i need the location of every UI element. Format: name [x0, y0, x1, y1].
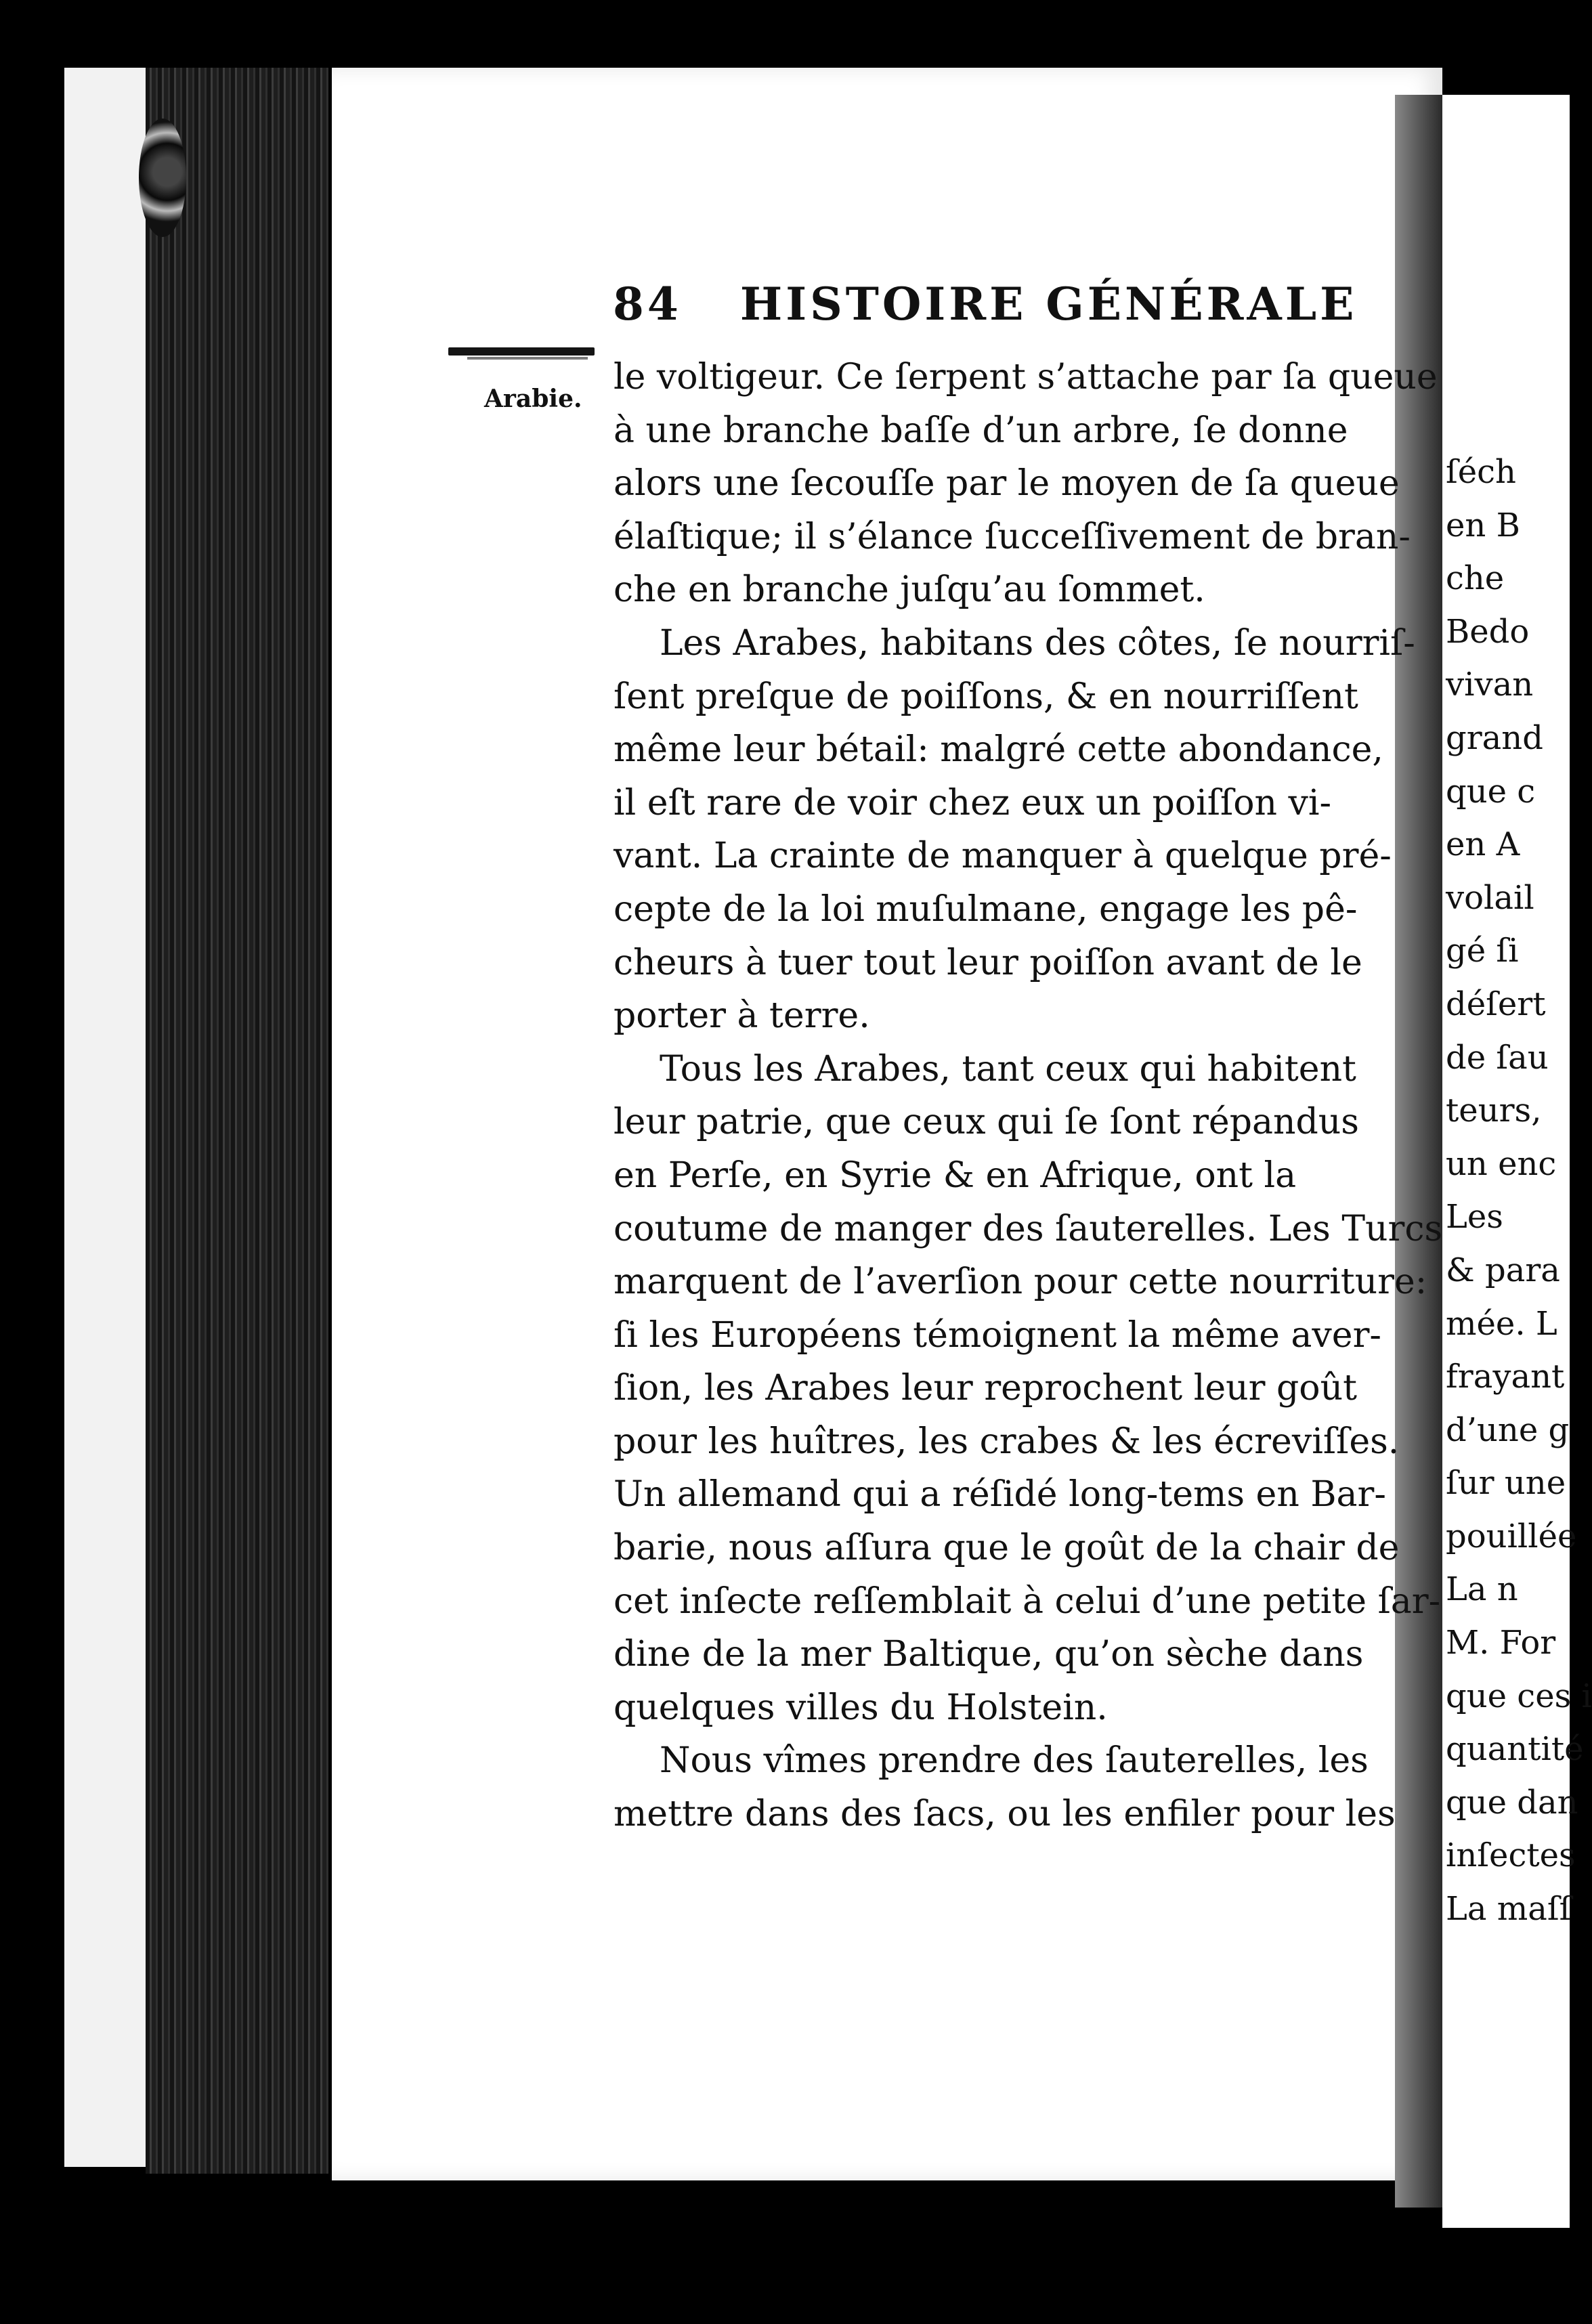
text-line: élaſtique; il s’élance ſucceſſivement de bran- — [614, 516, 1411, 557]
text-line: cet inſecte reſſemblait à celui d’une petite ſar- — [614, 1580, 1441, 1622]
page-number: 84 — [613, 278, 682, 330]
text-line: alors une ſecouſſe par le moyen de ſa queue — [614, 463, 1400, 504]
facing-text-line: pouillée — [1446, 1517, 1577, 1555]
text-line: ſent preſque de poiſſons, & en nourriſſent — [614, 676, 1358, 717]
text-line: porter à terre. — [614, 995, 870, 1037]
facing-page-text — [1446, 446, 1592, 1936]
text-line: dine de la mer Baltique, qu’on sèche dans — [614, 1634, 1364, 1675]
text-line: en Perſe, en Syrie & en Afrique, ont la — [614, 1155, 1297, 1196]
facing-text-line: mée. L — [1446, 1304, 1557, 1343]
binding-clasp — [139, 119, 186, 237]
facing-text-line: en B — [1446, 506, 1520, 544]
text-line: Les Arabes, habitans des côtes, ſe nourriſ- — [660, 622, 1415, 664]
facing-text-line: que ces i — [1446, 1677, 1592, 1715]
text-line: il eſt rare de voir chez eux un poiſſon vi- — [614, 782, 1332, 823]
running-title: HISTOIRE GÉNÉRALE — [739, 278, 1358, 330]
running-head — [613, 278, 1358, 330]
facing-text-line: que dan — [1446, 1783, 1578, 1822]
facing-text-line: d’une g — [1446, 1411, 1570, 1449]
text-line: leur patrie, que ceux qui ſe ſont répandus — [614, 1102, 1359, 1143]
facing-text-line: un enc — [1446, 1144, 1557, 1183]
margin-rule — [448, 347, 595, 356]
margin-rule-shadow — [467, 357, 588, 360]
text-line: che en branche juſqu’au ſommet. — [614, 569, 1205, 611]
text-line: Tous les Arabes, tant ceux qui habitent — [660, 1048, 1356, 1090]
facing-text-line: & para — [1446, 1251, 1560, 1289]
text-line: barie, nous aſſura que le goût de la chair de — [614, 1528, 1400, 1569]
text-line: le voltigeur. Ce ſerpent s’attache par ſa queue — [614, 357, 1438, 397]
facing-text-line: déſert — [1446, 985, 1546, 1023]
text-line: ſion, les Arabes leur reprochent leur goût — [614, 1368, 1357, 1409]
facing-text-line: inſectes — [1446, 1836, 1576, 1875]
text-line: à une branche baſſe d’un arbre, ſe donne — [614, 410, 1348, 451]
facing-text-line: vivan — [1446, 666, 1534, 704]
text-line: Nous vîmes prendre des ſauterelles, les — [660, 1740, 1369, 1782]
facing-text-line: Les — [1446, 1198, 1503, 1236]
facing-text-line: Bedo — [1446, 612, 1530, 651]
text-line: pour les huîtres, les crabes & les écreviſſes. — [614, 1421, 1400, 1462]
book-gutter — [146, 68, 328, 2174]
facing-text-line: gé ſi — [1446, 932, 1519, 970]
facing-text-line: La n — [1446, 1570, 1518, 1609]
facing-text-line: grand — [1446, 718, 1543, 757]
facing-text-line: quantité — [1446, 1730, 1584, 1769]
text-line: cheurs à tuer tout leur poiſſon avant de le — [614, 942, 1362, 983]
text-line: mettre dans des ſacs, ou les enfiler pour les — [614, 1794, 1396, 1835]
text-line: Un allemand qui a réſidé long-tems en Bar- — [614, 1474, 1386, 1515]
facing-text-line: teurs, — [1446, 1092, 1542, 1130]
text-line: cepte de la loi muſulmane, engage les pê- — [614, 888, 1358, 930]
facing-text-line: que c — [1446, 772, 1536, 811]
text-line: marquent de l’averſion pour cette nourriture: — [614, 1262, 1427, 1303]
facing-text-line: La maſſ — [1446, 1890, 1572, 1929]
facing-text-line: M. For — [1446, 1624, 1556, 1662]
text-line: même leur bétail: malgré cette abondance, — [614, 729, 1383, 771]
text-line: ſi les Européens témoignent la même aver- — [614, 1314, 1381, 1356]
body-text — [614, 351, 1443, 1841]
facing-text-line: ſur une — [1446, 1464, 1566, 1503]
facing-text-line: ſéch — [1446, 453, 1516, 491]
text-line: coutume de manger des ſauterelles. Les Turcs — [614, 1208, 1443, 1249]
facing-text-line: en A — [1446, 825, 1520, 864]
text-line: quelques villes du Holstein. — [614, 1687, 1108, 1728]
facing-text-line: de ſau — [1446, 1038, 1549, 1077]
facing-text-line: volail — [1446, 878, 1534, 917]
facing-text-line: che — [1446, 559, 1505, 598]
margin-note: Arabie. — [484, 385, 582, 413]
facing-text-line: frayant — [1446, 1358, 1565, 1396]
text-line: vant. La crainte de manquer à quelque pré- — [614, 836, 1392, 877]
facing-page — [1442, 95, 1592, 2228]
